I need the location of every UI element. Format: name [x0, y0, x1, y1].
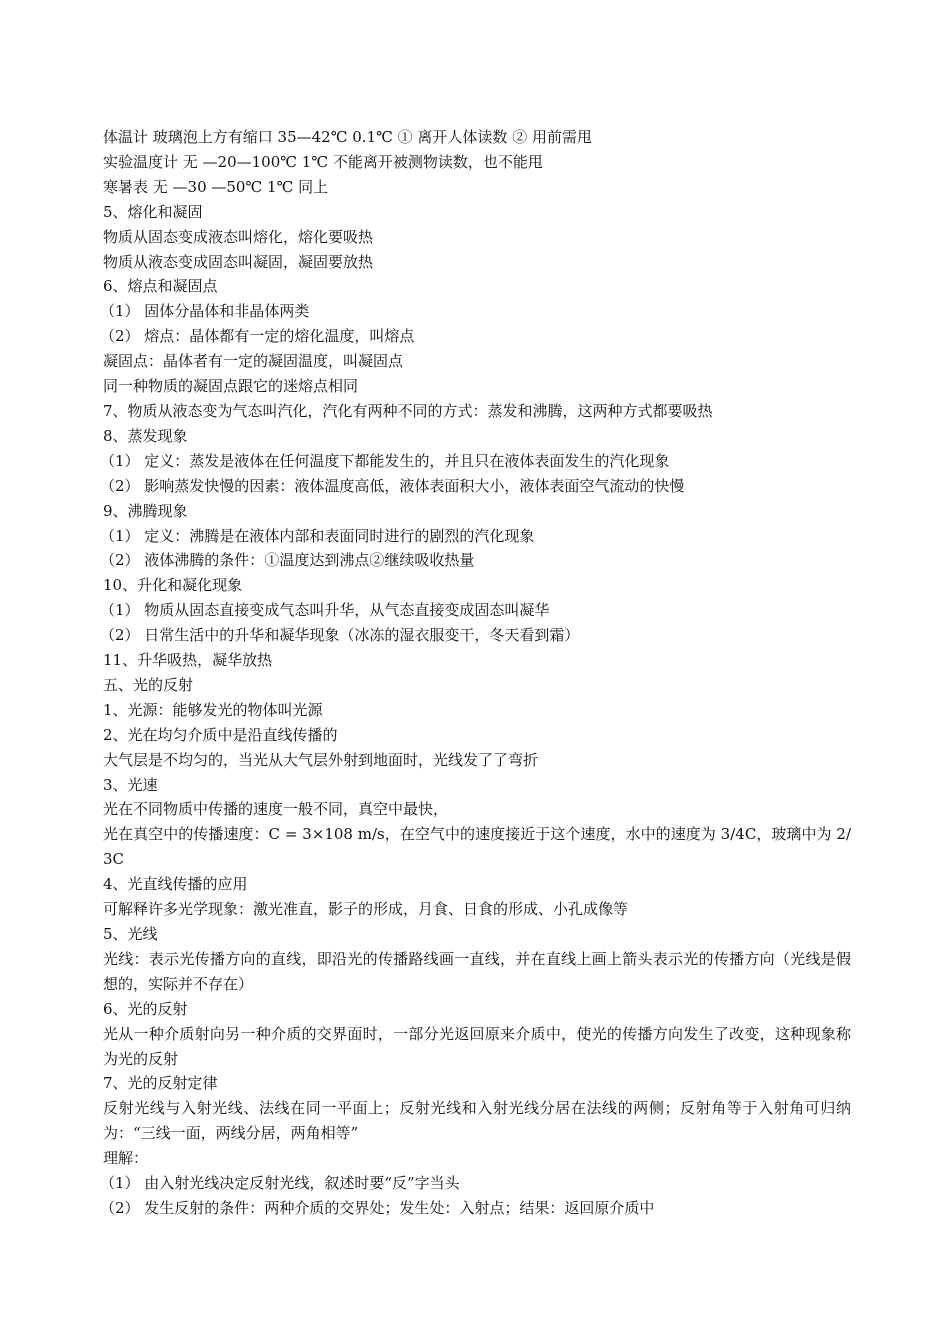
section-heading: 8、蒸发现象: [103, 426, 188, 445]
section-heading: 5、光线: [103, 925, 158, 943]
text-paragraph: 反射光线与入射光线、法线在同一平面上；反射光线和入射光线分居在法线的两侧；反射角等于入射角可归纳为：“三线一面，两线分居，两角相等”: [103, 1099, 851, 1143]
section-heading: 7、物质从液态变为气态叫汽化，汽化有两种不同的方式：蒸发和沸腾，这两种方式都要吸热: [103, 401, 713, 420]
section-heading: 2、光在均匀介质中是沿直线传播的: [103, 725, 338, 744]
list-item: （2） 发生反射的条件：两种介质的交界处；发生处：入射点；结果：返回原介质中: [100, 1198, 655, 1217]
list-item: （1） 定义：沸腾是在液体内部和表面同时进行的剧烈的汽化现象: [100, 526, 535, 545]
text-paragraph: 光在真空中的传播速度：C = 3×108 m/s，在空气中的速度接近于这个速度，水中的速度为 3/4C，玻璃中为 2/3C: [103, 825, 851, 869]
text-line: 大气层是不均匀的，当光从大气层外射到地面时，光线发了了弯折: [103, 750, 539, 769]
text-line: 理解：: [103, 1149, 149, 1168]
section-heading: 5、熔化和凝固: [103, 202, 203, 221]
document-body: [100, 125, 851, 1221]
chapter-heading: 五、光的反射: [103, 675, 194, 694]
section-heading: 7、光的反射定律: [103, 1074, 218, 1093]
text-line: 凝固点：晶体者有一定的凝固温度，叫凝固点: [103, 352, 404, 371]
list-item: （1） 由入射光线决定反射光线，叙述时要“反”字当头: [100, 1174, 460, 1193]
text-line: 光在不同物质中传播的速度一般不同，真空中最快，: [103, 800, 449, 819]
section-heading: 11、升华吸热，凝华放热: [103, 651, 273, 670]
list-item: （2） 日常生活中的升华和凝华现象（冰冻的湿衣服变干，冬天看到霜）: [100, 626, 580, 645]
list-item: （2） 影响蒸发快慢的因素：液体温度高低，液体表面积大小，液体表面空气流动的快慢: [100, 476, 685, 495]
text-line: 实验温度计 无 —20—100℃ 1℃ 不能离开被测物读数，也不能甩: [103, 152, 543, 171]
text-line: 同一种物质的凝固点跟它的迷熔点相同: [103, 377, 359, 396]
text-line: 寒暑表 无 —30 —50℃ 1℃ 同上: [103, 177, 329, 196]
list-item: （2） 液体沸腾的条件：①温度达到沸点②继续吸收热量: [100, 551, 475, 570]
list-item: （1） 固体分晶体和非晶体两类: [100, 302, 310, 321]
list-item: （2） 熔点：晶体都有一定的熔化温度，叫熔点: [100, 327, 415, 346]
text-paragraph: 光从一种介质射向另一种介质的交界面时，一部分光返回原来介质中，使光的传播方向发生了改变，这种现象称为光的反射: [103, 1024, 851, 1068]
list-item: （1） 定义：蒸发是液体在任何温度下都能发生的，并且只在液体表面发生的汽化现象: [100, 451, 670, 470]
list-item: （1） 物质从固态直接变成气态叫升华，从气态直接变成固态叫凝华: [100, 601, 550, 620]
text-line: 物质从液态变成固态叫凝固，凝固要放热: [103, 252, 374, 271]
section-heading: 6、熔点和凝固点: [103, 277, 218, 296]
text-line: 可解释许多光学现象：激光准直，影子的形成，月食、日食的形成、小孔成像等: [103, 900, 629, 919]
text-line: 物质从固态变成液态叫熔化，熔化要吸热: [103, 227, 374, 246]
text-line: 体温计 玻璃泡上方有缩口 35—42℃ 0.1℃ ① 离开人体读数 ② 用前需甩: [103, 128, 592, 146]
section-heading: 1、光源：能够发光的物体叫光源: [103, 700, 323, 719]
section-heading: 3、光速: [103, 775, 158, 794]
section-heading: 9、沸腾现象: [103, 501, 188, 520]
text-paragraph: 光线：表示光传播方向的直线，即沿光的传播路线画一直线，并在直线上画上箭头表示光的传播方向（光线是假想的，实际并不存在）: [103, 949, 851, 993]
section-heading: 10、升化和凝化现象: [103, 576, 243, 595]
section-heading: 6、光的反射: [103, 999, 188, 1018]
section-heading: 4、光直线传播的应用: [103, 875, 248, 894]
